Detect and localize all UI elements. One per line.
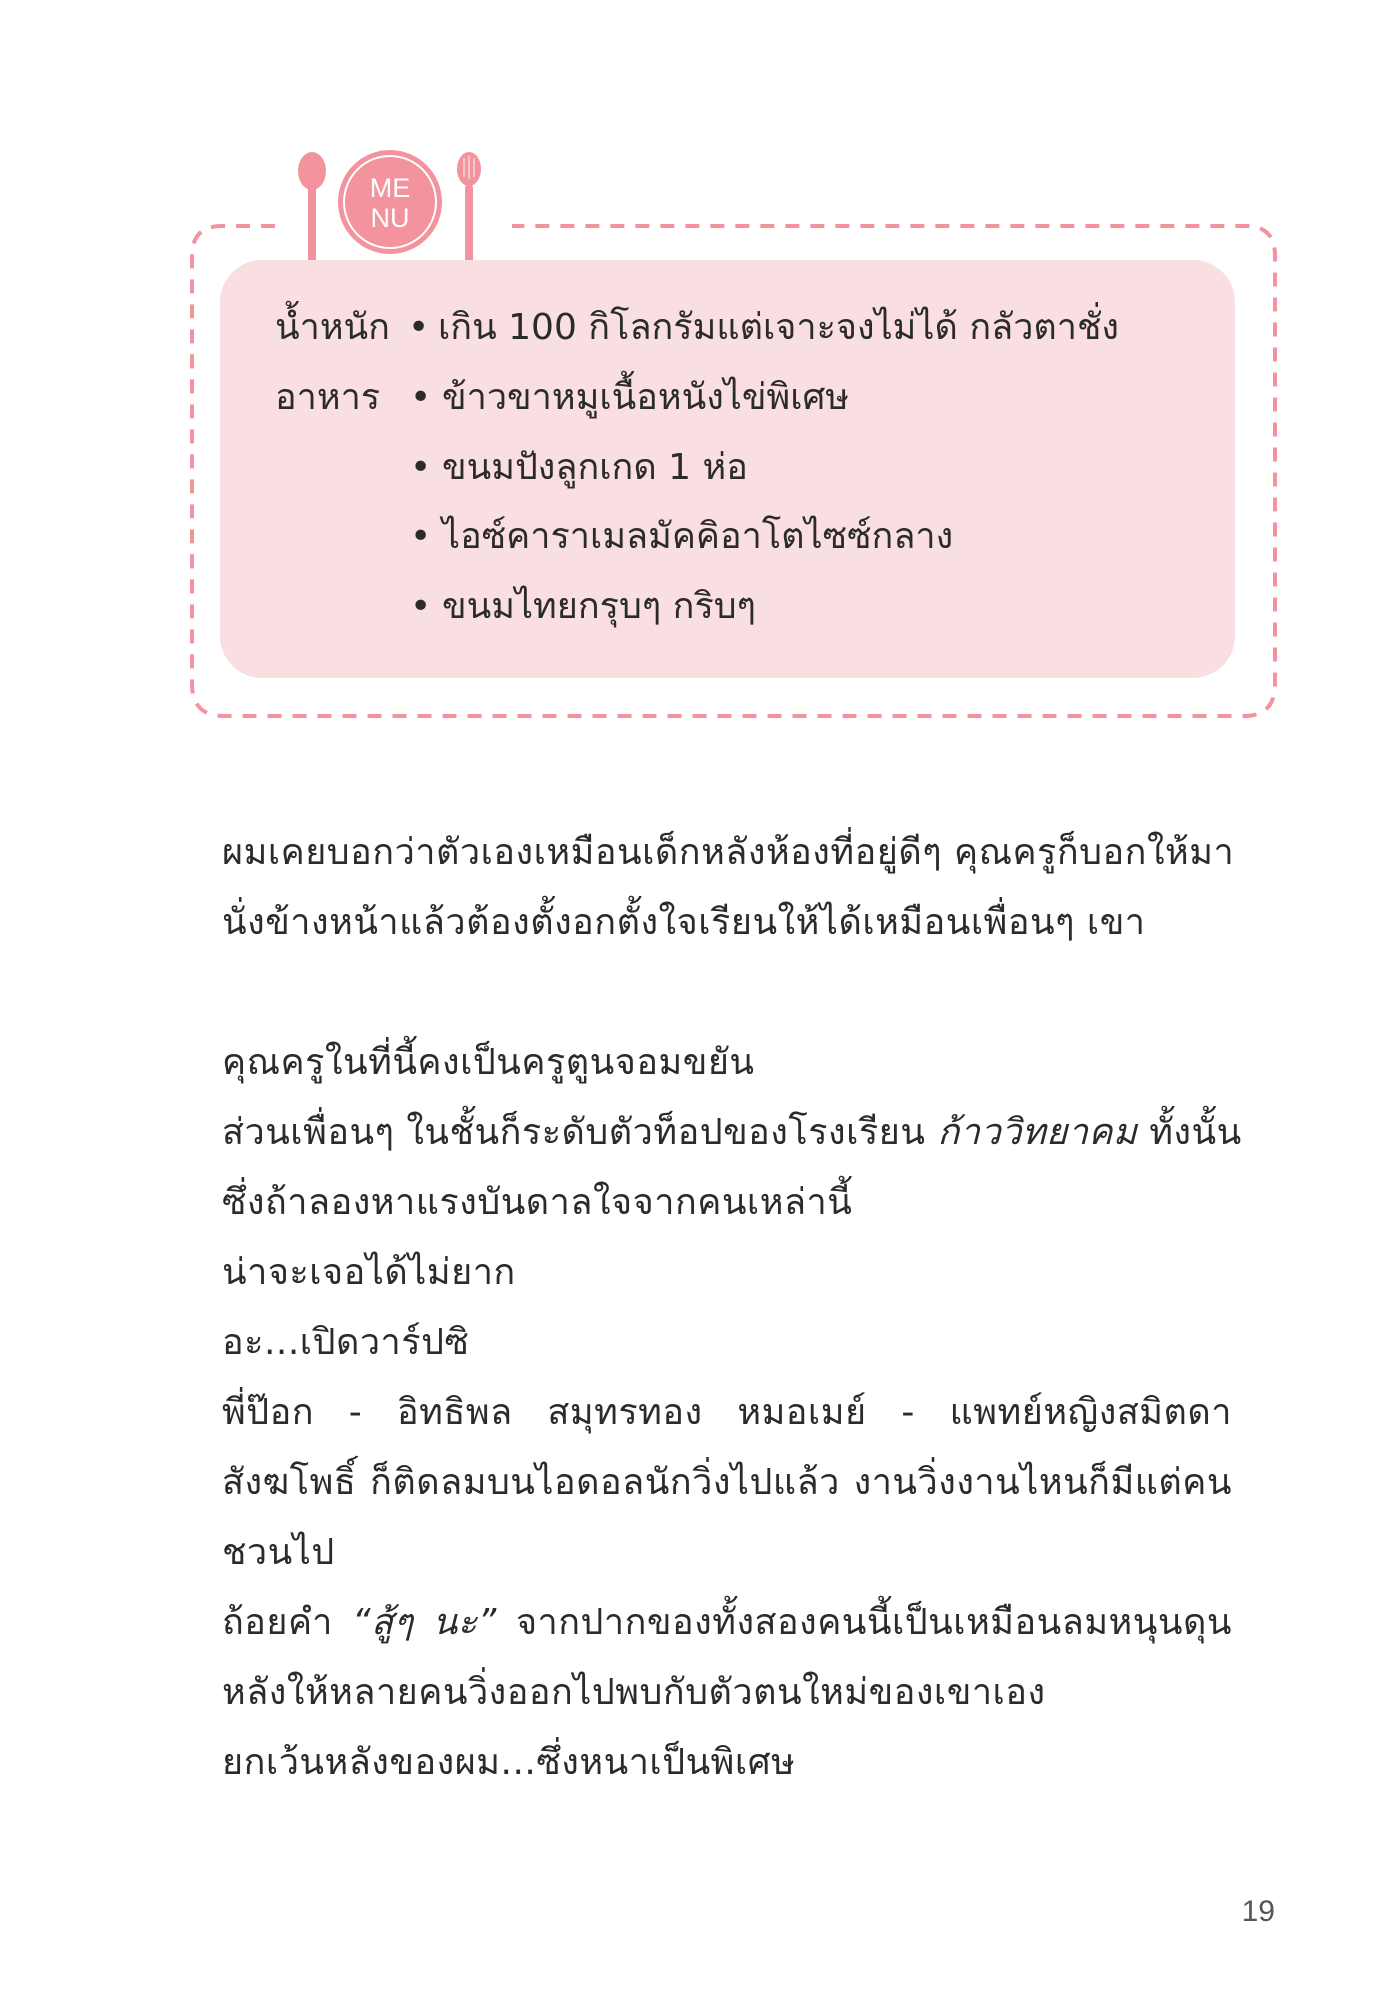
text-span: ถ้อยคำ [222,1602,333,1643]
paragraph-line: นั่งข้างหน้าแล้วต้องตั้งอกตั้งใจเรียนให้ได้เหมือนเพื่อนๆ เขา [222,902,1146,943]
food-label: อาหาร [275,377,381,418]
food-item: ขนมไทยกรุบๆ กริบๆ [442,586,756,627]
bullet: • [408,307,430,348]
paragraph-line: อะ...เปิดวาร์ปซิ [222,1322,470,1363]
menu-frame [0,0,1400,760]
school-name: ก้าววิทยาคม [937,1112,1138,1153]
paragraph-line [222,1098,1242,1168]
spoon-icon [298,152,326,264]
paragraph-line: น่าจะเจอได้ไม่ยาก [222,1252,516,1293]
paragraph-line: ซึ่งถ้าลองหาแรงบันดาลใจจากคนเหล่านี้ [222,1182,853,1223]
menu-badge-top: ME [369,173,411,203]
paragraph-gap [222,958,1232,1028]
weight-label: น้ำหนัก [275,307,390,348]
fork-icon [457,152,481,264]
paragraph-line: สังฆโพธิ์ ก็ติดลมบนไอดอลนักวิ่งไปแล้ว งานวิ่งงานไหนก็มีแต่คน [222,1462,1232,1503]
text-span: ส่วนเพื่อนๆ ในชั้นก็ระดับตัวท็อปของโรงเรียน [222,1112,926,1153]
paragraph-line: ชวนไป [222,1532,335,1573]
body-text [222,818,1242,1798]
paragraph-line: พี่ป๊อก - อิทธิพล สมุทรทอง หมอเมย์ - แพทย์หญิงสมิตดา [222,1392,1232,1433]
bullet: • [410,377,432,418]
paragraph-line [222,1588,1232,1658]
text-span: ทั้งนั้น [1149,1112,1242,1153]
menu-box [220,260,1235,678]
text-span: จากปากของทั้งสองคนนี้เป็นเหมือนลมหนุนดุน [515,1602,1232,1643]
paragraph-line: หลังให้หลายคนวิ่งออกไปพบกับตัวตนใหม่ของเขาเอง [222,1672,1046,1713]
bullet: • [410,586,432,627]
quote-text: “สู้ๆ นะ” [352,1602,497,1643]
page-number: 19 [1241,1895,1275,1928]
menu-badge [338,150,442,254]
paragraph-line: ผมเคยบอกว่าตัวเองเหมือนเด็กหลังห้องที่อยู่ดีๆ คุณครูก็บอกให้มา [222,832,1235,873]
menu-badge-bottom: NU [370,203,410,233]
food-item: ขนมปังลูกเกด 1 ห่อ [442,447,748,488]
paragraph-line: ยกเว้นหลังของผม...ซึ่งหนาเป็นพิเศษ [222,1742,796,1783]
food-item: ไอซ์คาราเมลมัคคิอาโตไซซ์กลาง [442,516,954,557]
food-item: ข้าวขาหมูเนื้อหนังไข่พิเศษ [442,377,850,418]
bullet: • [410,516,432,557]
bullet: • [410,447,432,488]
paragraph-line: คุณครูในที่นี้คงเป็นครูตูนจอมขยัน [222,1042,755,1083]
weight-value: เกิน 100 กิโลกรัมแต่เจาะจงไม่ได้ กลัวตาชั่ง [438,307,1120,348]
